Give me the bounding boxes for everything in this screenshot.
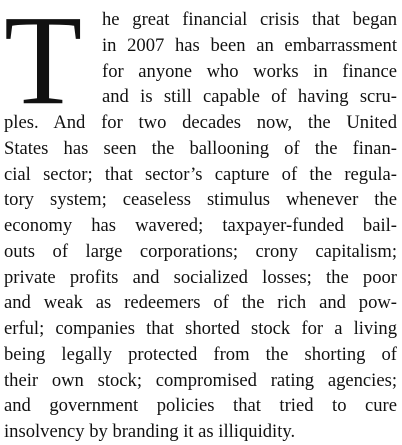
paragraph-line: for anyone who works in finance xyxy=(102,60,397,82)
paragraph-line: their own stock; compromised rating agencies; xyxy=(4,369,397,391)
paragraph-line: tory system; ceaseless stimulus whenever the xyxy=(4,189,397,211)
paragraph-line: being legally protected from the shorting of xyxy=(4,343,397,365)
paragraph-line: and is still capable of having scru- xyxy=(102,86,397,108)
paragraph-line: and weak as redeemers of the rich and pow- xyxy=(4,292,397,314)
paragraph-line: ples. And for two decades now, the United xyxy=(4,112,397,133)
paragraph-line: he great financial crisis that began xyxy=(102,9,397,30)
paragraph-line: and government policies that tried to cure xyxy=(4,395,397,417)
paragraph-line: private profits and socialized losses; the poor xyxy=(4,266,397,288)
paragraph-line: erful; companies that shorted stock for a living xyxy=(4,318,397,339)
paragraph-line: insolvency by branding it as illiquidity. xyxy=(4,421,296,442)
paragraph-line: cial sector; that sector’s capture of the regula- xyxy=(4,163,397,185)
paragraph-line: economy has wavered; taxpayer-funded bail- xyxy=(4,215,397,236)
paragraph-line: outs of large corporations; crony capitalism; xyxy=(4,240,397,262)
paragraph-line: States has seen the ballooning of the finan- xyxy=(4,137,397,159)
drop-cap-letter: T xyxy=(4,0,83,131)
paragraph-line: in 2007 has been an embarrassment xyxy=(102,34,397,56)
